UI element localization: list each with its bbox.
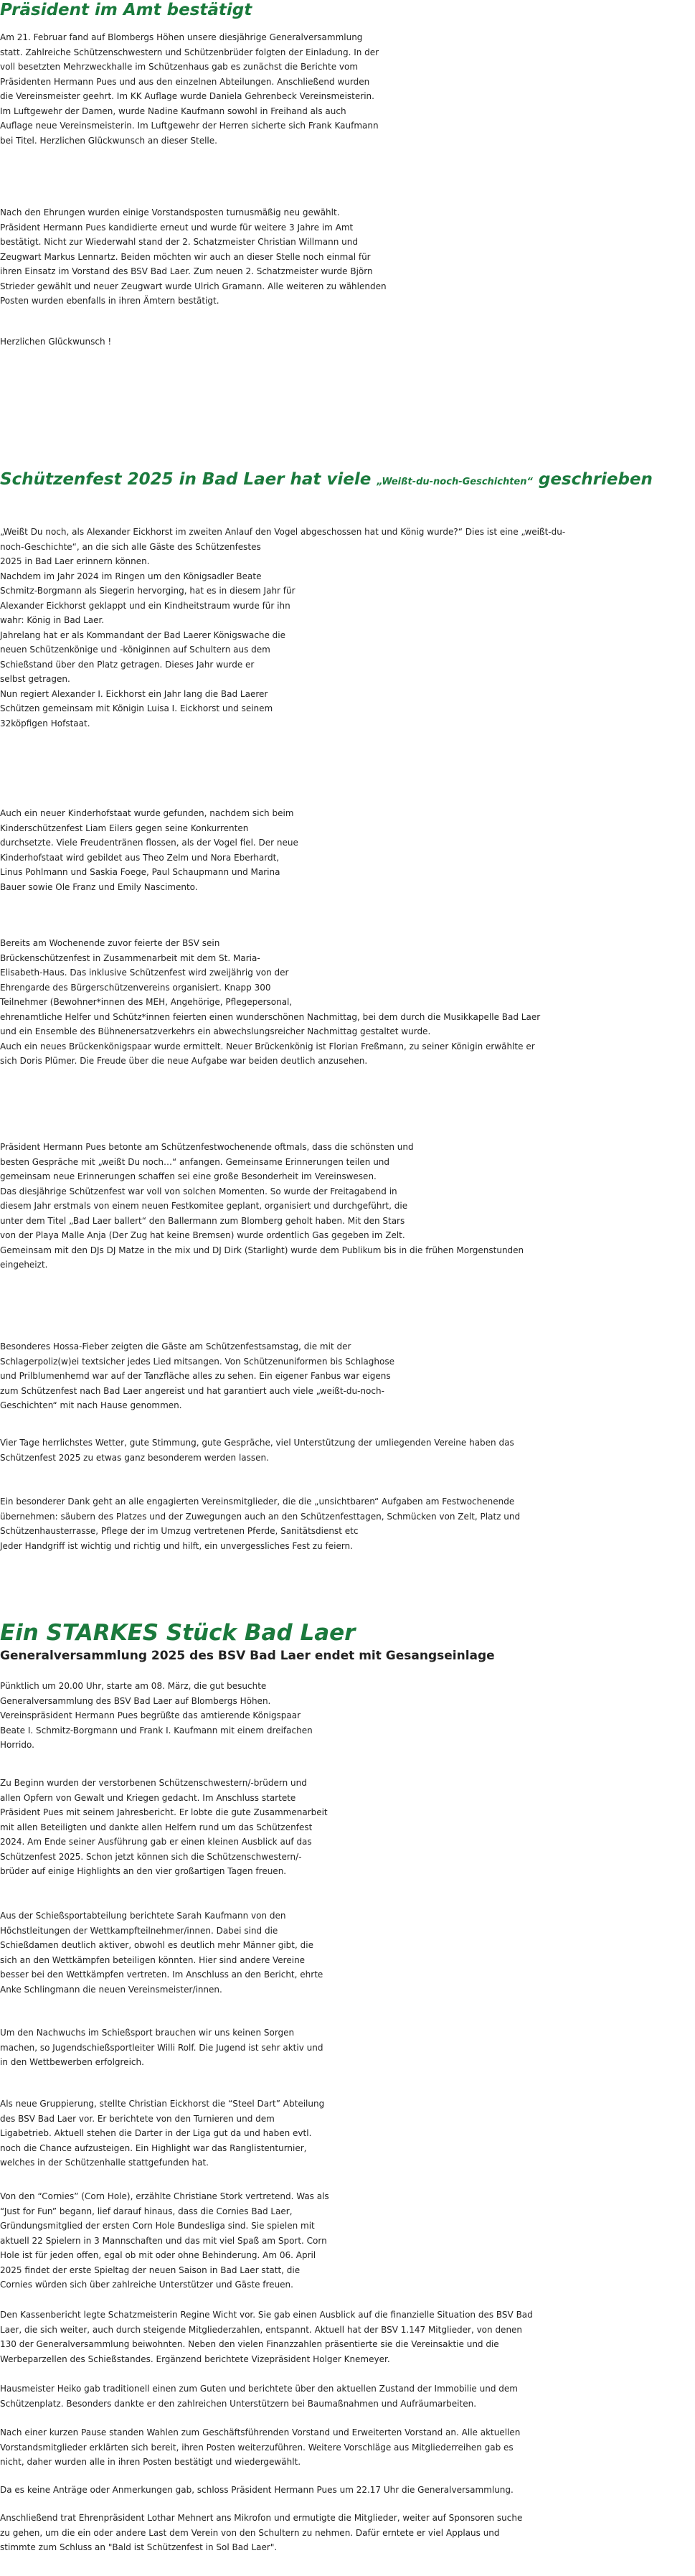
text-line: Strieder gewählt und neuer Zeugwart wurde Ulrich Gramann. Alle weiteren zu wählenden [0,281,387,291]
text-line: Präsident Pues mit seinem Jahresbericht. Er lobte die gute Zusammenarbeit [0,1807,328,1817]
text-line: selbst getragen. [0,674,70,684]
section3-paragraph-6 [0,2189,329,2292]
text-line: wahr: König in Bad Laer. [0,615,105,625]
text-line: übernehmen: säubern des Platzes und der Zuwegungen auch an den Schützenfesttagen, Schmücken von Zelt, Platz und [0,1511,521,1522]
text-line: Auch ein neuer Kinderhofstaat wurde gefunden, nachdem sich beim [0,808,294,818]
text-line: mit allen Beteiligten und dankte allen Helfern rund um das Schützenfest [0,1822,313,1832]
text-line: Um den Nachwuchs im Schießsport brauchen wir uns keinen Sorgen [0,2028,295,2038]
text-line: “Just for Fun” begann, lief darauf hinaus, dass die Cornies Bad Laer, [0,2206,293,2216]
section1-heading: Präsident im Amt bestätigt [0,1,252,19]
text-line: Vereinspräsident Hermann Pues begrüßte das amtierende Königspaar [0,1710,301,1720]
section3-paragraph-8 [0,2381,518,2411]
text-line: neuen Schützenkönige und -königinnen auf Schultern aus dem [0,645,270,655]
section1-paragraph-2 [0,205,387,309]
text-line: Laer, die sich weiter, auch durch steigende Mitgliederzahlen, entspannt. Aktuell hat der BSV 1.147 Mitglieder, von denen [0,2324,523,2335]
section3-paragraph-11 [0,2511,522,2555]
text-line: 2024. Am Ende seiner Ausführung gab er einen kleinen Ausblick auf das [0,1837,312,1847]
text-line: Das diesjährige Schützenfest war voll von solchen Momenten. So wurde der Freitagabend in [0,1186,397,1196]
text-line: Pünktlich um 20.00 Uhr, starte am 08. März, die gut besuchte [0,1681,267,1691]
text-line: bestätigt. Nicht zur Wiederwahl stand der 2. Schatzmeister Christian Willmann und [0,237,359,247]
section1-paragraph-3 [0,334,111,350]
text-line: Elisabeth-Haus. Das inklusive Schützenfest wird zweijährig von der [0,968,289,978]
text-line: zu gehen, um die ein oder andere Last dem Verein von den Schultern zu nehmen. Dafür erntete er viel Applaus und [0,2527,500,2538]
text-line: welches in der Schützenhalle stattgefunden hat. [0,2158,209,2168]
section2-paragraph-6 [0,1435,514,1465]
text-line: Werbeparzellen des Schießstandes. Ergänzend berichtete Vizepräsident Holger Knemeyer. [0,2353,390,2364]
text-line: 2025 findet der erste Spieltag der neuen Saison in Bad Laer statt, die [0,2264,301,2275]
section3-paragraph-9 [0,2425,520,2470]
text-line: ehrenamtliche Helfer und Schütz*innen feierten einen wunderschönen Nachmittag, bei dem durch die Musikkapelle Bad Laer [0,1011,541,1022]
text-line: Hausmeister Heiko gab traditionell einen zum Guten und berichtete über den aktuellen Zustand der Immobilie und dem [0,2384,518,2394]
text-line: Am 21. Februar fand auf Blombergs Höhen unsere diesjährige Generalversammlung [0,32,363,42]
text-line: nicht, daher wurden alle in ihren Posten bestätigt und wiedergewählt. [0,2457,301,2467]
text-line: unter dem Titel „Bad Laer ballert“ den Ballermann zum Blomberg geholt haben. Mit den Stars [0,1215,405,1226]
text-line: Schützenfest 2025. Schon jetzt können sich die Schützenschwestern/- [0,1851,302,1862]
text-line: Brückenschützenfest in Zusammenarbeit mit dem St. Maria- [0,952,260,963]
text-line: Gründungsmitglied der ersten Corn Hole Bundesliga sind. Sie spielen mit [0,2221,315,2231]
text-line: Zeugwart Markus Lennartz. Beiden möchten wir auch an dieser Stelle noch einmal für [0,251,371,262]
text-line: Nach den Ehrungen wurden einige Vorstandsposten turnusmäßig neu gewählt. [0,207,340,217]
text-line: zum Schützenfest nach Bad Laer angereist und hat garantiert auch viele „weißt-du-noch- [0,1385,384,1396]
text-line: Ligabetrieb. Aktuell stehen die Darter in der Liga gut da und haben evtl. [0,2128,312,2138]
section2-heading [0,469,653,492]
text-line: gemeinsam neue Erinnerungen schaffen sei eine große Besonderheit im Vereinswesen. [0,1171,377,1181]
section2-paragraph-3 [0,936,540,1069]
text-line: ihren Einsatz im Vorstand des BSV Bad Laer. Zum neuen 2. Schatzmeister wurde Björn [0,266,373,276]
text-line: Vier Tage herrlichstes Wetter, gute Stimmung, gute Gespräche, viel Unterstützung der umliegenden Vereine haben das [0,1438,514,1448]
text-line: Vorstandsmitglieder erklärten sich bereit, ihren Posten weiterzuführen. Weitere Vorschläge aus Mitgliederreihen gab es [0,2442,514,2453]
text-line: Präsident Hermann Pues betonte am Schützenfestwochenende oftmals, dass die schönsten und [0,1142,414,1152]
text-line: Schützenplatz. Besonders dankte er den zahlreichen Unterstützern bei Baumaßnahmen und Aufräumarbeiten. [0,2398,477,2409]
text-line: Jahrelang hat er als Kommandant der Bad Laerer Königswache die [0,629,285,640]
section3-paragraph-3 [0,1908,323,1997]
text-line: und Prilblumenhemd war auf der Tanzfläche alles zu sehen. Ein eigener Fanbus war eigens [0,1371,391,1381]
section1-paragraph-1 [0,30,379,148]
text-line: Posten wurden ebenfalls in ihren Ämtern bestätigt. [0,296,219,306]
section3-paragraph-5 [0,2097,324,2170]
section3-paragraph-2 [0,1776,328,1879]
text-line: Schlagerpoliz(w)ei textsicher jedes Lied mitsangen. Von Schützenuniformen bis Schlaghose [0,1356,394,1367]
text-line: Als neue Gruppierung, stellte Christian Eickhorst die “Steel Dart” Abteilung [0,2099,325,2109]
section3-paragraph-7 [0,2308,533,2366]
section2-paragraph-1 [0,525,565,731]
text-line: Im Luftgewehr der Damen, wurde Nadine Kaufmann sowohl in Freihand als auch [0,106,346,116]
text-line: Ehrengarde des Bürgerschützenvereins organisiert. Knapp 300 [0,982,271,993]
text-line: Besonderes Hossa-Fieber zeigten die Gäste am Schützenfestsamstag, die mit der [0,1341,351,1352]
text-line: noch-Geschichte“, an die sich alle Gäste des Schützenfestes [0,541,261,552]
text-line: die Vereinsmeister geehrt. Im KK Auflage wurde Daniela Gehrenbeck Vereinsmeisterin. [0,91,374,101]
text-line: Hole ist für jeden offen, egal ob mit oder ohne Behinderung. Am 06. April [0,2250,316,2260]
text-line: Kinderschützenfest Liam Eilers gegen seine Konkurrenten [0,823,249,833]
text-line: Von den “Cornies” (Corn Hole), erzählte Christiane Stork vertretend. Was als [0,2191,329,2201]
text-line: Nach einer kurzen Pause standen Wahlen zum Geschäftsführenden Vorstand und Erweiterten Vorstand an. Alle aktuellen [0,2427,521,2437]
text-line: Präsident Hermann Pues kandidierte erneut und wurde für weitere 3 Jahre im Amt [0,222,354,233]
section2-heading-quote: „Weißt-du-noch-Geschichten“ [377,477,533,487]
text-line: bei Titel. Herzlichen Glückwunsch an dieser Stelle. [0,135,217,146]
text-line: durchsetzte. Viele Freudentränen flossen, als der Vogel fiel. Der neue [0,838,298,848]
section3-subheading: Generalversammlung 2025 des BSV Bad Laer endet mit Gesangseinlage [0,1649,495,1663]
text-line: Horrido. [0,1740,34,1750]
text-line: eingeheizt. [0,1260,48,1270]
text-line: Zu Beginn wurden der verstorbenen Schützenschwestern/-brüdern und [0,1778,307,1788]
text-line: besser bei den Wettkämpfen vertreten. Im Anschluss an den Bericht, ehrte [0,1970,323,1980]
text-line: sich Doris Plümer. Die Freude über die neue Aufgabe war beiden deutlich anzusehen. [0,1056,368,1066]
text-line: aktuell 22 Spielern in 3 Mannschaften und das mit viel Spaß am Sport. Corn [0,2235,327,2246]
text-line: Teilnehmer (Bewohner*innen des MEH, Angehörige, Pflegepersonal, [0,997,293,1007]
text-line: brüder auf einige Highlights an den vier großartigen Tagen freuen. [0,1866,287,1876]
text-line: und ein Ensemble des Bühnenersatzverkehrs ein abwechslungsreicher Nachmittag gestaltet wurde. [0,1026,431,1036]
text-line: besten Gespräche mit „weißt Du noch…“ anfangen. Gemeinsame Erinnerungen teilen und [0,1156,390,1167]
section3-paragraph-10 [0,2483,514,2498]
section3-paragraph-4 [0,2025,323,2070]
section2-paragraph-5 [0,1339,394,1413]
text-line: des BSV Bad Laer vor. Er berichtete von den Turnieren und dem [0,2113,275,2124]
section3-paragraph-1 [0,1679,313,1753]
text-line: von der Playa Malle Anja (Der Zug hat keine Bremsen) wurde ordentlich Gas gegeben im Zelt. [0,1230,405,1240]
text-line: Anschließend trat Ehrenpräsident Lothar Mehnert ans Mikrofon und ermutigte die Mitglieder, weiter auf Sponsoren suche [0,2513,523,2523]
text-line: noch die Chance aufzusteigen. Ein Highlight war das Ranglistenturnier, [0,2142,307,2153]
text-line: Jeder Handgriff ist wichtig und richtig und hilft, ein unvergessliches Fest zu feiern. [0,1540,353,1551]
text-line: Geschichten“ mit nach Hause genommen. [0,1400,182,1410]
text-line: Linus Pohlmann und Saskia Foege, Paul Schaupmann und Marina [0,867,280,877]
text-line: Den Kassenbericht legte Schatzmeisterin Regine Wicht vor. Sie gab einen Ausblick auf die finanzielle Situation des BSV Bad [0,2310,533,2320]
text-line: Beate I. Schmitz-Borgmann und Frank I. Kaufmann mit einem dreifachen [0,1725,313,1736]
text-line: Schützen gemeinsam mit Königin Luisa I. Eickhorst und seinem [0,703,273,713]
text-line: Bauer sowie Ole Franz und Emily Nascimento. [0,881,198,892]
text-line: Präsidenten Hermann Pues und aus den einzelnen Abteilungen. Anschließend wurden [0,76,370,87]
text-line: diesem Jahr erstmals von einem neuen Festkomitee geplant, organisiert und durchgeführt, die [0,1201,408,1211]
text-line: sich an den Wettkämpfen beteiligen könnten. Hier sind andere Vereine [0,1954,306,1965]
text-line: Kinderhofstaat wird gebildet aus Theo Zelm und Nora Eberhardt, [0,852,280,863]
text-line: stimmte zum Schluss an "Bald ist Schützenfest in Sol Bad Laer". [0,2542,278,2552]
text-line: Gemeinsam mit den DJs DJ Matze in the mix und DJ Dirk (Starlight) wurde dem Publikum bis in die frühen Morgenstunden [0,1245,524,1255]
text-line: Herzlichen Glückwunsch ! [0,337,112,347]
text-line: Aus der Schießsportabteilung berichtete Sarah Kaufmann von den [0,1911,286,1921]
text-line: Schießdamen deutlich aktiver, obwohl es deutlich mehr Männer gibt, die [0,1940,313,1950]
text-line: Schießstand über den Platz getragen. Dieses Jahr wurde er [0,659,255,670]
text-line: 2025 in Bad Laer erinnern können. [0,556,150,566]
text-line: Alexander Eickhorst geklappt und ein Kindheitstraum wurde für ihn [0,600,290,611]
text-line: Schmitz-Borgmann als Siegerin hervorging, hat es in diesem Jahr für [0,586,296,596]
section2-paragraph-7 [0,1494,520,1553]
text-line: 32köpfigen Hofstaat. [0,718,90,729]
text-line: Auch ein neues Brückenkönigspaar wurde ermittelt. Neuer Brückenkönig ist Florian Freßmann, zu seiner Königin erwählte er [0,1041,535,1052]
text-line: voll besetzten Mehrzweckhalle im Schützenhaus gab es zunächst die Berichte vom [0,62,359,72]
text-line: Ein besonderer Dank geht an alle engagierten Vereinsmitglieder, die die „unsichtbaren“ Aufgaben am Festwochenende [0,1497,515,1507]
text-line: Generalversammlung des BSV Bad Laer auf Blombergs Höhen. [0,1695,271,1706]
text-line: machen, so Jugendschießsportleiter Willi Rolf. Die Jugend ist sehr aktiv und [0,2042,323,2053]
text-line: Auflage neue Vereinsmeisterin. Im Luftgewehr der Herren sicherte sich Frank Kaufmann [0,121,379,131]
text-line: „Weißt Du noch, als Alexander Eickhorst im zweiten Anlauf den Vogel abgeschossen hat und König wurde?“ Dies ist eine „weißt-du- [0,527,566,537]
text-line: Cornies würden sich über zahlreiche Unterstützer und Gäste freuen. [0,2280,293,2290]
text-line: Nun regiert Alexander I. Eickhorst ein Jahr lang die Bad Laerer [0,688,268,699]
section2-heading-start: Schützenfest 2025 in Bad Laer hat viele [0,470,377,489]
text-line: Bereits am Wochenende zuvor feierte der BSV sein [0,938,220,948]
text-line: Anke Schlingmann die neuen Vereinsmeister/innen. [0,1984,222,1995]
text-line: allen Opfern von Gewalt und Kriegen gedacht. Im Anschluss startete [0,1792,296,1803]
text-line: Da es keine Anträge oder Anmerkungen gab, schloss Präsident Hermann Pues um 22.17 Uhr die Generalversammlung. [0,2485,514,2495]
text-line: Schützenfest 2025 zu etwas ganz besonderem werden lassen. [0,1452,269,1463]
text-line: 130 der Generalversammlung beiwohnten. Neben den vielen Finanzzahlen präsentierte sie die Vereinsaktie und die [0,2339,499,2349]
section2-heading-end: geschrieben [532,470,653,489]
section2-paragraph-2 [0,806,298,894]
text-line: Schützenhausterrasse, Pflege der im Umzug vertretenen Pferde, Sanitätsdienst etc [0,1526,359,1536]
text-line: in den Wettbewerben erfolgreich. [0,2057,144,2067]
text-line: statt. Zahlreiche Schützenschwestern und Schützenbrüder folgten der Einladung. In der [0,47,379,57]
text-line: Nachdem im Jahr 2024 im Ringen um den Königsadler Beate [0,571,262,581]
section2-paragraph-4 [0,1140,524,1273]
text-line: Höchstleitungen der Wettkampfteilnehmer/innen. Dabei sind die [0,1925,278,1936]
section3-heading: Ein STARKES Stück Bad Laer [0,1620,356,1646]
